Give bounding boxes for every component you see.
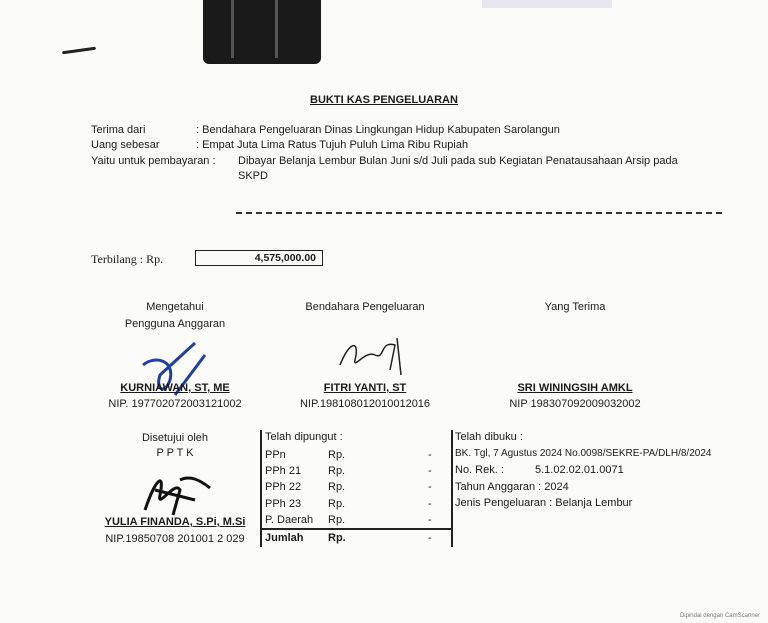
dipungut-row-val: - — [428, 449, 432, 461]
uang-sebesar-value: : Empat Juta Lima Ratus Tujuh Puluh Lima Ribu Rupiah — [196, 139, 469, 151]
pptk-name: YULIA FINANDA, S.Pi, M.Si — [104, 516, 246, 528]
dipungut-row-name: P. Daerah — [265, 514, 314, 526]
pptk-label: P P T K — [156, 447, 194, 459]
dipungut-row-val: - — [428, 465, 432, 477]
dipungut-row-rp: Rp. — [328, 481, 346, 493]
jumlah-rp: Rp. — [328, 532, 346, 544]
disetujui-label: Disetujui oleh — [141, 432, 209, 444]
yaitu-value-line1: Dibayar Belanja Lembur Bulan Juni s/d Juli pada sub Kegiatan Penatausahaan Arsip pada — [238, 155, 678, 167]
dipungut-row-rp: Rp. — [328, 514, 346, 526]
dibukukan-header: Telah dibuku : — [455, 431, 523, 443]
bendahara-title: Bendahara Pengeluaran — [305, 301, 425, 313]
jumlah-divider — [260, 528, 452, 530]
pa-nip: NIP. 197702072003121002 — [108, 398, 242, 410]
bendahara-name: FITRI YANTI, ST — [323, 382, 407, 394]
dashed-divider — [236, 212, 722, 214]
pa-name: KURNIAWAN, ST, ME — [120, 382, 230, 394]
paper-edge — [482, 0, 612, 8]
tahun-anggaran: Tahun Anggaran : 2024 — [455, 481, 569, 493]
pptk-signature — [135, 460, 215, 520]
document-title: BUKTI KAS PENGELUARAN — [310, 94, 458, 106]
bendahara-signature — [335, 330, 415, 380]
terima-dari-label: Terima dari — [91, 124, 146, 136]
dipungut-header: Telah dipungut : — [265, 431, 343, 443]
amount-box: 4,575,000.00 — [195, 250, 323, 266]
uang-sebesar-label: Uang sebesar — [91, 139, 160, 151]
dipungut-row-rp: Rp. — [328, 449, 346, 461]
penerima-name: SRI WININGSIH AMKL — [517, 382, 633, 394]
pa-signature — [135, 335, 225, 405]
dipungut-row-val: - — [428, 481, 432, 493]
dipungut-row-name: PPh 22 — [265, 481, 302, 493]
jumlah-val: - — [428, 532, 432, 544]
mengetahui-label: Mengetahui — [146, 301, 204, 313]
yaitu-value-line2: SKPD — [238, 170, 268, 182]
pen-mark — [62, 47, 96, 55]
dipungut-row-name: PPn — [265, 449, 286, 461]
pengguna-anggaran-label: Pengguna Anggaran — [124, 318, 226, 330]
dipungut-row-val: - — [428, 514, 432, 526]
binder-clip — [203, 0, 321, 64]
dipungut-row-rp: Rp. — [328, 498, 346, 510]
norek-value: 5.1.02.02.01.0071 — [535, 464, 624, 476]
terima-dari-value: : Bendahara Pengeluaran Dinas Lingkungan Hidup Kabupaten Sarolangun — [196, 124, 560, 136]
dipungut-row-val: - — [428, 498, 432, 510]
terbilang-label: Terbilang : Rp. — [91, 252, 164, 266]
penerima-nip: NIP 198307092009032002 — [509, 398, 641, 410]
dipungut-row-rp: Rp. — [328, 465, 346, 477]
bendahara-nip: NIP.198108012010012016 — [299, 398, 431, 410]
dipungut-row-name: PPh 21 — [265, 465, 302, 477]
scanner-watermark: Dipindai dengan CamScanner — [679, 613, 760, 619]
pptk-nip: NIP.19850708 201001 2 029 — [105, 533, 245, 545]
norek-label: No. Rek. : — [455, 464, 504, 476]
dipungut-row-name: PPh 23 — [265, 498, 302, 510]
penerima-title: Yang Terima — [544, 301, 606, 313]
bk-reference: BK. Tgl, 7 Agustus 2024 No.0098/SEKRE-PA/DLH/8/2024 — [455, 448, 712, 459]
jenis-pengeluaran: Jenis Pengeluaran : Belanja Lembur — [455, 497, 633, 509]
jumlah-label: Jumlah — [265, 532, 304, 544]
yaitu-label: Yaitu untuk pembayaran : — [91, 155, 216, 167]
